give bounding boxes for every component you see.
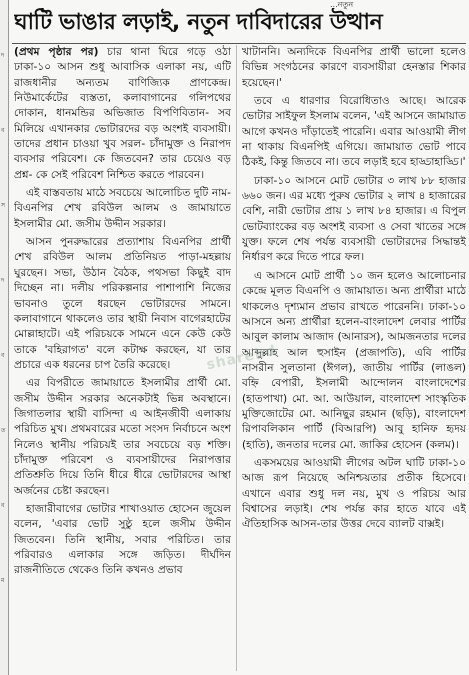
paragraph: [242, 45, 466, 91]
paragraph: [14, 186, 231, 232]
adjacent-column-strip: [0, 0, 9, 675]
paragraph-text: এ আসনে মোট প্রার্থী ১০ জন হলেও আলোচনার কেন্দ্রে মূলত বিএনপি ও জামায়াত। অন্য প্রার্থীরা মাঠে থাকলেও দৃশ্যমান প্রভাব রাখতে পারেননি। ঢাকা-১০ আসনে অন্য প্রার্থীরা হলেন-বাংলাদেশ লেবার পার্টির আবুল কালাম আজাদ (আনারস), আমজনতার দলের আব্দুল্লাহ আল হুসাইন (প্রজাপতি), এবি পার্টির নাসরীন সুলতানা (ঈগল), জাতীয় পার্টির (লাঙল) বহ্নি বেপারী, ইসলামী আন্দোলন বাংলাদেশের (হাতপাখা) মো. আ. আউয়াল, বাংলাদেশ সাংস্কৃতিক মুক্তিজোটের মো. আনিছুর রহমান (ছড়ি), বাংলাদেশ রিপাবলিকান পার্টি (বিআরপি) আবু হানিফ হৃদয় (হাতি), জনতার দলের মো. জাকির হোসেন (কলম)।: [242, 269, 466, 451]
strip-glyph: ব: [1, 502, 5, 509]
paragraph-text: হাজারীবাগের ভোটার শাখাওয়াত হোসেন জুয়েল বলেন, 'এবার ভোট সুষ্ঠু হলে জসীম উদ্দীন জিতবেন। তিনি স্থানীয়, সবার পরিচিত। তার পরিবারও এলাকার সঙ্গে জড়িত। দীর্ঘদিন রাজনীতিতে থেকেও তিনি কখনও প্রভাব: [14, 502, 231, 577]
paragraph-text: তবে এ ধারণার বিরোধিতাও আছে। আরেক ভোটার সাইফুল ইসলাম বলেন, 'এই আসনে জামায়াত আগে কখনও দাঁড়াতেই পারেনি। এবার আওয়ামী লীগ না থাকায় বিএনপিই এগিয়ে। জামায়াত ভোট পাবে ঠিকই, কিন্তু জিতবে না। তবে লড়াই হবে হাড্ডাহাড্ডি।': [242, 95, 466, 169]
paragraph-text: আসন পুনরুদ্ধারের প্রত্যাশায় বিএনপির প্রার্থী শেখ রবিউল আলম প্রতিনিয়ত পাড়া-মহল্লায় ঘুরছেন। সভা, উঠান বৈঠক, পথসভা কিছুই বাদ দিচ্ছেন না। দলীয় পরিকল্পনার পাশাপাশি নিজের ভাবনাও তুলে ধরছেন ভোটারদের সামনে। কলাবাগানে থাকলেও তার স্থায়ী নিবাস বাগেরহাটের মোল্লাহাটে। এই পরিচয়কে সামনে এনে কেউ কেউ তাকে 'বহিরাগত' বলে কটাক্ষ করছেন, যা তার প্রচারে এক ধরনের চাপ তৈরি করেছে।: [14, 236, 231, 371]
paragraph: [242, 174, 466, 266]
paragraph: [14, 502, 231, 579]
strip-glyph: ব: [1, 127, 5, 134]
strip-glyph: ত: [1, 427, 6, 434]
paragraph-text: একসময়ের আওয়ামী লীগের অটল ঘাটি ঢাকা-১০ আজ রূপ নিয়েছে অনিশ্চয়তার প্রতীক হিসেবে। এখানে এবার শুধু দল নয়, মুখ ও পরিচয় আর বিশ্বাসের লড়াই। শেষ পর্যন্ত কার হাতে যাবে এই ঐতিহাসিক আসন-তার উত্তর দেবে ব্যালট বাক্সই।: [242, 456, 466, 531]
strip-glyph: স: [1, 202, 5, 209]
strip-glyph: ব: [1, 352, 5, 359]
article-headline: ঘাটি ভাঙার লড়াই, নতুন দাবিদারের উত্থান: [14, 10, 383, 35]
adjacent-headline-fragment: ...নতুন: [330, 0, 354, 9]
paragraph: [242, 456, 466, 533]
headline-rule: [12, 43, 466, 44]
paragraph-text: এর বিপরীতে জামায়াতে ইসলামীর প্রার্থী মো. জসীম উদ্দীন সরকার অনেকটাই ভিন্ন অবস্থানে। জিগাতলার স্থায়ী বাসিন্দা এ আইনজীবী এলাকায় পরিচিত মুখ। প্রথমবারের মতো সংসদ নির্বাচনে অংশ নিলেও স্থানীয় পরিচয়ই তার সবচেয়ে বড় শক্তি। চাঁদামুক্ত পরিবেশ ও ব্যবসায়ীদের নিরাপত্তার প্রতিশ্রুতি দিয়ে তিনি ধীরে ধীরে ভোটারদের আস্থা অর্জনের চেষ্টা করছেন।: [14, 377, 231, 497]
strip-glyph: দ: [1, 52, 5, 59]
paragraph: [242, 94, 466, 171]
paragraph-text: চার থানা ঘিরে গড়ে ওঠা ঢাকা-১০ আসন শুধু আবাসিক এলাকা নয়, এটি রাজধানীর অন্যতম বাণিজ্যিক প্রাণকেন্দ্র। নিউমার্কেটের ব্যস্ততা, কলাবাগানের গলিপথের দোকান, ধানমন্ডির অভিজাত বিপণিবিতান- সব মিলিয়ে এখানকার ভোটারদের বড় অংশই ব্যবসায়ী। তাদের প্রধান চাওয়া খুব সরল- চাঁদামুক্ত ও নিরাপদ ব্যবসার পরিবেশ। কে জিতবেন? তার চেয়েও বড় প্রশ্ন- কে সেই পরিবেশ নিশ্চিত করতে পারবেন।: [14, 46, 231, 181]
paragraph: [14, 45, 231, 183]
paragraph-text: খাটাননি। অন্যদিকে বিএনপির প্রার্থী ভালো হলেও বিভিন্ন সংগঠনের কারণে ব্যবসায়ীরা হেনস্তার শিকার হয়েছেন।': [242, 46, 466, 89]
strip-glyph: দ: [1, 277, 5, 284]
article-left-column: [14, 45, 231, 671]
paragraph-text: ঢাকা-১০ আসনে মোট ভোটার ৩ লাখ ৮৮ হাজার ৬৬০ জন। এর মধ্যে পুরুষ ভোটার ২ লাখ ৪ হাজারের বেশি, নারী ভোটার প্রায় ১ লাখ ৮৪ হাজার। এ বিপুল ভোটব্যাংকের বড় অংশই ব্যবসা ও সেবা খাতের সঙ্গে যুক্ত। ফলে শেষ পর্যন্ত ব্যবসায়ী ভোটারদের সিদ্ধান্তই নির্ধারণ করে দিতে পারে ফল।: [242, 174, 466, 264]
strip-glyph: ম: [1, 577, 5, 584]
continuation-marker: (প্রথম পৃষ্ঠার পর): [14, 46, 99, 58]
paragraph: [14, 235, 231, 373]
paragraph: [242, 269, 466, 453]
paragraph-text: এই বাস্তবতায় মাঠে সবচেয়ে আলোচিত দুটি নাম-বিএনপির শেখ রবিউল আলম ও জামায়াতে ইসলামীর মো. জসীম উদ্দীন সরকার।: [14, 187, 231, 230]
paragraph: [14, 376, 231, 499]
watermark-logo: sharebd: [205, 342, 279, 374]
